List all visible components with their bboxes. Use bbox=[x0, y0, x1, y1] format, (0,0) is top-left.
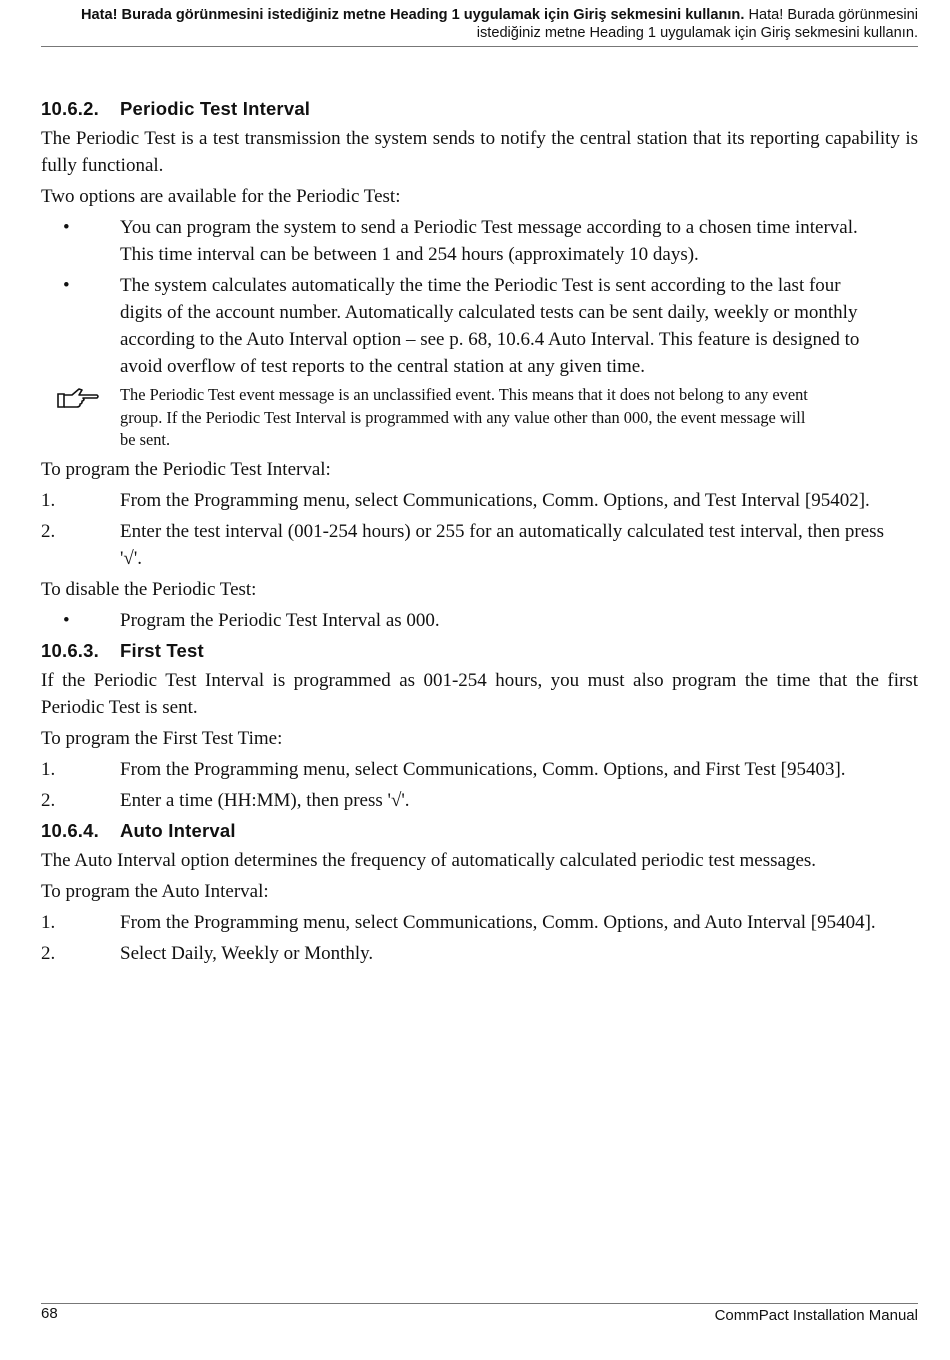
numbered-step bbox=[41, 756, 918, 783]
step-number: 2. bbox=[41, 789, 56, 811]
numbered-step bbox=[41, 909, 918, 936]
header-normal-text: Hata! Burada görünmesini istediğiniz metne Heading 1 uygulamak için Giriş sekmesini kullanın. bbox=[476, 7, 918, 41]
section-title: First Test bbox=[120, 639, 204, 661]
bullet-icon: • bbox=[63, 217, 70, 238]
paragraph: To disable the Periodic Test: bbox=[41, 578, 257, 600]
paragraph: The Auto Interval option determines the frequency of automatically calculated periodic test messages. bbox=[41, 849, 817, 871]
section-heading-1063 bbox=[41, 638, 918, 664]
step-text: Select Daily, Weekly or Monthly. bbox=[120, 942, 374, 964]
page-footer bbox=[41, 1303, 918, 1330]
paragraph: To program the First Test Time: bbox=[41, 727, 283, 749]
step-number: 2. bbox=[41, 520, 56, 542]
section-number: 10.6.4. bbox=[41, 819, 99, 841]
page-number: 68 bbox=[41, 1305, 58, 1322]
paragraph: The Periodic Test is a test transmission the system sends to notify the central station that its reporting capability is fully functional. bbox=[41, 128, 918, 176]
paragraph: If the Periodic Test Interval is programmed as 001-254 hours, you must also program the time that the first Periodic Test is sent. bbox=[41, 669, 918, 718]
section-heading-1064 bbox=[41, 818, 918, 844]
step-text: Enter the test interval (001-254 hours) or 255 for an automatically calculated test interval, then press '√'. bbox=[120, 520, 884, 569]
paragraph: To program the Periodic Test Interval: bbox=[41, 458, 331, 480]
numbered-step bbox=[41, 487, 918, 514]
section-title: Periodic Test Interval bbox=[120, 98, 311, 119]
bullet-text: Program the Periodic Test Interval as 000. bbox=[120, 609, 440, 631]
note-block bbox=[41, 384, 918, 452]
numbered-step bbox=[41, 518, 918, 572]
bullet-item bbox=[41, 607, 918, 634]
header-bold-text: Hata! Burada görünmesini istediğiniz metne Heading 1 uygulamak için Giriş sekmesini kullanın. bbox=[81, 7, 745, 23]
paragraph: Two options are available for the Periodic Test: bbox=[41, 186, 401, 207]
page-content bbox=[41, 96, 918, 971]
step-text: From the Programming menu, select Communications, Comm. Options, and First Test [95403]. bbox=[120, 758, 846, 780]
paragraph: To program the Auto Interval: bbox=[41, 880, 269, 902]
step-number: 1. bbox=[41, 911, 56, 933]
bullet-item bbox=[41, 272, 918, 380]
step-number: 1. bbox=[41, 489, 56, 511]
bullet-icon: • bbox=[63, 609, 70, 631]
bullet-icon: • bbox=[63, 275, 70, 296]
numbered-step bbox=[41, 787, 918, 814]
pointing-hand-icon bbox=[55, 386, 101, 410]
step-number: 1. bbox=[41, 758, 56, 780]
numbered-step bbox=[41, 940, 918, 967]
bullet-text: You can program the system to send a Periodic Test message according to a chosen time interval. This time interval can be between 1 and 254 hours (approximately 10 days). bbox=[120, 217, 858, 265]
bullet-text: The system calculates automatically the time the Periodic Test is sent according to the last four digits of the account number. Automatically calculated tests can be sent daily, weekly or monthly according to the Auto Interval option – see p. 68, 10.6.4 Auto Interval. This feature is designed to avoid overflow of test reports to the central station at any given time. bbox=[120, 275, 860, 377]
document-page bbox=[41, 0, 918, 1360]
running-header bbox=[41, 6, 918, 47]
section-title: Auto Interval bbox=[120, 819, 236, 841]
note-text: The Periodic Test event message is an unclassified event. This means that it does not belong to any event group. If the Periodic Test Interval is programmed with any value other than 000, the event message will be sent. bbox=[120, 385, 808, 449]
step-number: 2. bbox=[41, 942, 56, 964]
manual-title: CommPact Installation Manual bbox=[714, 1307, 918, 1324]
step-text: From the Programming menu, select Communications, Comm. Options, and Test Interval [95402]. bbox=[120, 489, 870, 511]
section-number: 10.6.3. bbox=[41, 639, 99, 661]
bullet-item bbox=[41, 214, 918, 268]
section-heading-1062 bbox=[41, 96, 918, 122]
step-text: Enter a time (HH:MM), then press '√'. bbox=[120, 789, 410, 811]
step-text: From the Programming menu, select Communications, Comm. Options, and Auto Interval [95404]. bbox=[120, 911, 876, 933]
section-number: 10.6.2. bbox=[41, 98, 99, 119]
